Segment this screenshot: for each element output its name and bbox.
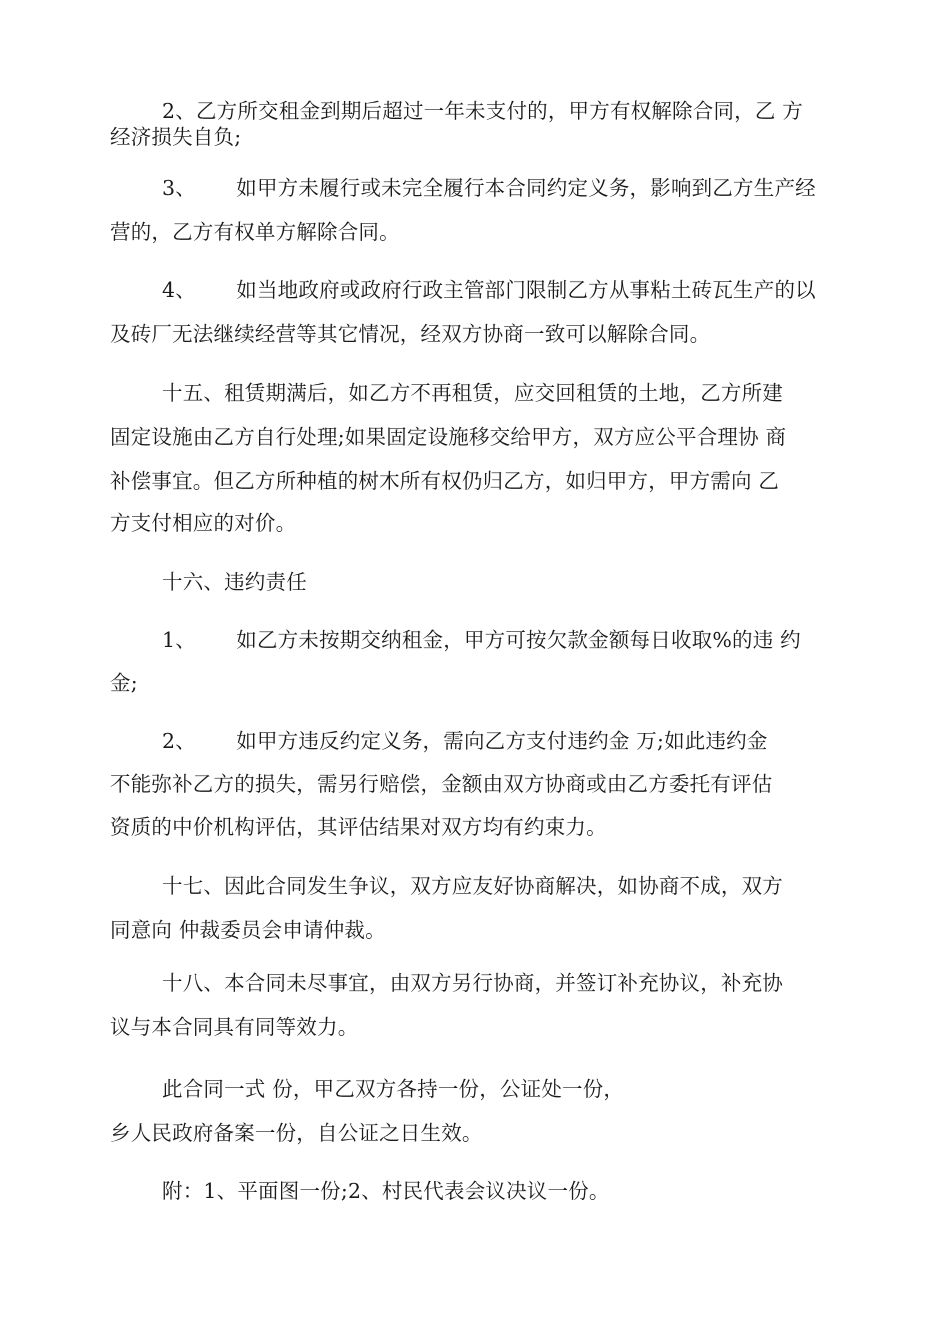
clause-2-line-1: 2、乙方所交租金到期后超过一年未支付的，甲方有权解除合同，乙 方 [162, 99, 803, 123]
clause-2b-line-1: 2、 如甲方违反约定义务，需向乙方支付违约金 万;如此违约金 [162, 729, 768, 753]
clause-3-line-2: 营的，乙方有权单方解除合同。 [110, 220, 400, 244]
section-18-line-2: 议与本合同具有同等效力。 [110, 1015, 359, 1039]
section-15-line-3: 补偿事宜。但乙方所种植的树木所有权仍归乙方，如归甲方，甲方需向 乙 [110, 469, 780, 493]
attachments-line: 附：1、平面图一份;2、村民代表会议决议一份。 [162, 1179, 610, 1203]
clause-3-line-1: 3、 如甲方未履行或未完全履行本合同约定义务，影响到乙方生产经 [162, 176, 816, 200]
copies-line-1: 此合同一式 份，甲乙双方各持一份，公证处一份， [162, 1077, 625, 1101]
section-16-heading: 十六、违约责任 [162, 570, 307, 594]
clause-2b-line-3: 资质的中价机构评估，其评估结果对双方均有约束力。 [110, 815, 607, 839]
clause-4-line-1: 4、 如当地政府或政府行政主管部门限制乙方从事粘土砖瓦生产的以 [162, 278, 816, 302]
copies-line-2: 乡人民政府备案一份，自公证之日生效。 [110, 1121, 483, 1145]
clause-2-line-2: 经济损失自负; [110, 125, 242, 149]
section-17-line-1: 十七、因此合同发生争议，双方应友好协商解决，如协商不成，双方 [162, 874, 783, 898]
section-17-line-2: 同意向 仲裁委员会申请仲裁。 [110, 918, 386, 942]
section-15-line-2: 固定设施由乙方自行处理;如果固定设施移交给甲方，双方应公平合理协 商 [110, 425, 787, 449]
clause-2b-line-2: 不能弥补乙方的损失，需另行赔偿，金额由双方协商或由乙方委托有评估 [110, 772, 773, 796]
section-18-line-1: 十八、本合同未尽事宜，由双方另行协商，并签订补充协议，补充协 [162, 971, 783, 995]
clause-1-line-1: 1、 如乙方未按期交纳租金，甲方可按欠款金额每日收取%的违 约 [162, 628, 801, 652]
clause-1-line-2: 金; [110, 671, 138, 695]
section-15-line-1: 十五、租赁期满后，如乙方不再租赁，应交回租赁的土地，乙方所建 [162, 381, 783, 405]
clause-4-line-2: 及砖厂无法继续经营等其它情况，经双方协商一致可以解除合同。 [110, 322, 711, 346]
section-15-line-4: 方支付相应的对价。 [110, 511, 297, 535]
